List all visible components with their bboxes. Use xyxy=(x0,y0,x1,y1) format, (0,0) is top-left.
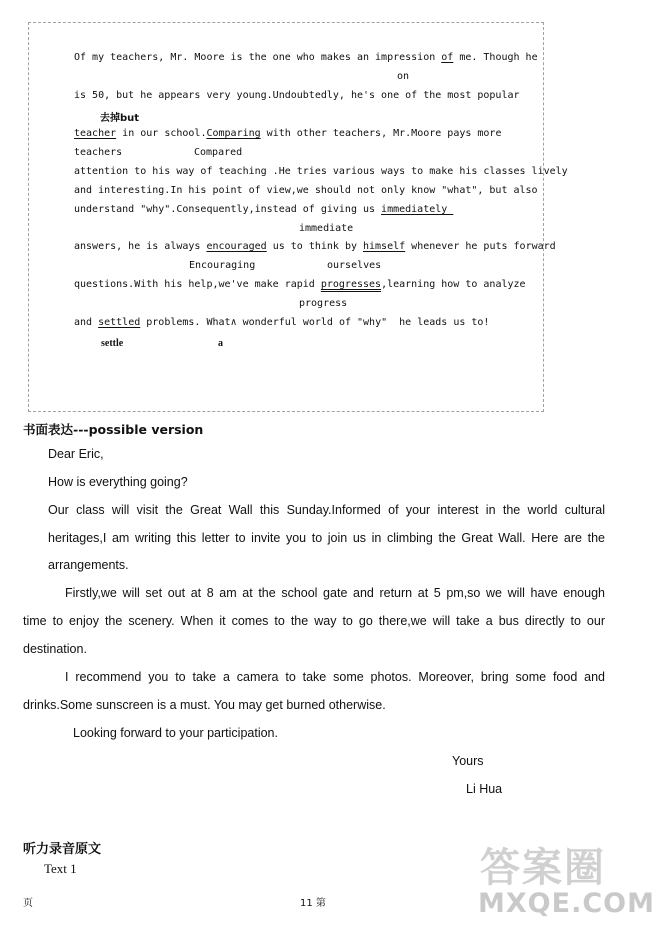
essay-heading: 书面表达---possible version xyxy=(23,422,204,437)
listening-heading: 听力录音原文 xyxy=(23,842,102,857)
correction-settle: settle xyxy=(101,338,124,349)
error-mark-immediately: immediately xyxy=(381,204,454,215)
essay-paragraph-4: Looking forward to your participation. xyxy=(73,726,278,740)
essay-paragraph-2-line-3: destination. xyxy=(23,642,87,656)
essay-paragraph-3-line-1: I recommend you to take a camera to take some photos. Moreover, bring some food and xyxy=(65,670,605,684)
correction-encouraging: Encouraging xyxy=(189,260,256,271)
watermark-logo-bottom: MXQE.COM xyxy=(478,888,655,919)
error-mark-teacher: teacher xyxy=(74,128,117,139)
essay-paragraph-1-line-1: Our class will visit the Great Wall this Sunday.Informed of your interest in the world cultural xyxy=(48,503,605,517)
error-mark-of: of xyxy=(441,52,454,63)
correction-compared: Compared xyxy=(194,147,243,158)
correction-line-1: Of my teachers, Mr. Moore is the one who makes an impression of me. Though he xyxy=(74,52,538,63)
essay-paragraph-0: How is everything going? xyxy=(48,475,188,489)
error-mark-himself: himself xyxy=(363,241,406,252)
listening-text-1: Text 1 xyxy=(44,861,77,876)
essay-paragraph-2-line-2: time to enjoy the scenery. When it comes to the way to go there,we will take a bus directly to our xyxy=(23,614,605,628)
footer-left: 页 xyxy=(23,898,33,909)
correction-a: a xyxy=(218,338,223,349)
correction-line-9: and settled problems. What∧ wonderful world of "why" he leads us to! xyxy=(74,317,490,328)
correction-remove-but: 去掉but xyxy=(100,113,140,124)
essay-paragraph-2-line-1: Firstly,we will set out at 8 am at the school gate and return at 5 pm,so we will have enough xyxy=(65,586,605,600)
footer-page-number: 11 第 xyxy=(300,898,326,909)
error-mark-encouraged: encouraged xyxy=(206,241,267,252)
essay-greeting: Dear Eric, xyxy=(48,447,104,461)
correction-line-5: and interesting.In his point of view,we should not only know "what", but also xyxy=(74,185,538,196)
correction-teachers: teachers xyxy=(74,147,123,158)
correction-line-6: understand "why".Consequently,instead of giving us immediately xyxy=(74,204,454,215)
essay-paragraph-3-line-2: drinks.Some sunscreen is a must. You may get burned otherwise. xyxy=(23,698,386,712)
error-mark-settled: settled xyxy=(98,317,141,328)
correction-box xyxy=(28,22,544,412)
error-mark-progresses: progresses xyxy=(320,279,382,290)
correction-line-2: is 50, but he appears very young.Undoubtedly, he's one of the most popular xyxy=(74,90,520,101)
essay-paragraph-1-line-2: heritages,I am writing this letter to invite you to join us in climbing the Great Wall. Here are the xyxy=(48,531,605,545)
correction-line-8: questions.With his help,we've make rapid progresses,learning how to analyze xyxy=(74,279,526,290)
correction-progress: progress xyxy=(299,298,348,309)
essay-paragraph-1-line-3: arrangements. xyxy=(48,558,129,572)
essay-signature: Li Hua xyxy=(466,782,503,796)
correction-line-7: answers, he is always encouraged us to think by himself whenever he puts forward xyxy=(74,241,556,252)
correction-line-3: teacher in our school.Comparing with other teachers, Mr.Moore pays more xyxy=(74,128,502,139)
correction-on: on xyxy=(397,71,410,82)
watermark-logo-top: 答案圈 xyxy=(480,845,606,891)
correction-line-4: attention to his way of teaching .He tries various ways to make his classes lively xyxy=(74,166,568,177)
correction-ourselves: ourselves xyxy=(327,260,382,271)
essay-closing: Yours xyxy=(452,754,484,768)
error-mark-comparing: Comparing xyxy=(206,128,261,139)
insert-caret: ∧ xyxy=(230,317,237,328)
correction-immediate: immediate xyxy=(299,223,354,234)
